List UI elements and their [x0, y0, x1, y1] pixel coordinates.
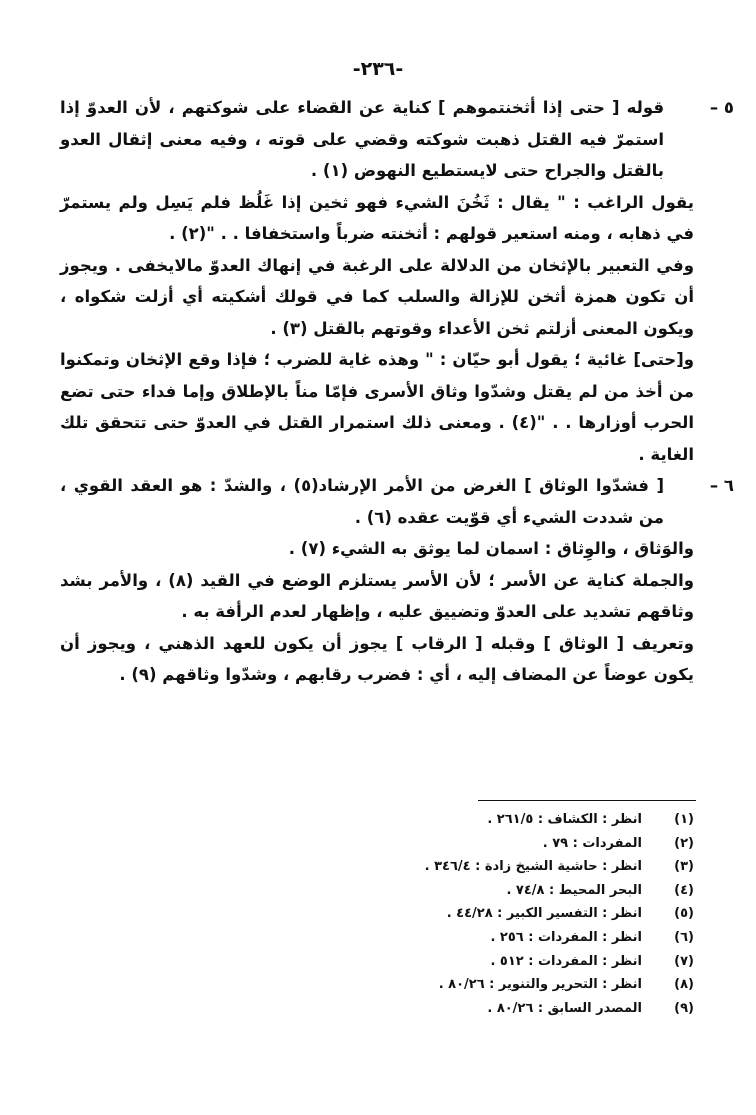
footnote-number: (٥) — [674, 906, 694, 922]
paragraph-asr: والجملة كناية عن الأسر ؛ لأن الأسر يستلزم الوضع في القيد (٨) ، والأمر بشد وثاقهم تشديد على العدوّ وتضييق عليه ، وإظهار لعدم الرأفة به . — [60, 570, 694, 621]
footnote — [94, 997, 694, 1021]
footnote-separator — [478, 800, 696, 801]
page-number: -٢٣٦- — [352, 58, 404, 80]
footnote — [94, 855, 694, 879]
paragraph-raghib-quote: يقول الراغب : " يقال : ثَخُنَ الشيء فهو ثخين إذا غَلُظ فلم يَسِل ولم يستمرّ في ذهابه ، ومنه استعير قولهم : أثخنته ضرباً واستخفافا . . "(٢) . — [60, 192, 694, 243]
footnote-text: انظر : التفسير الكبير : ٤٤/٢٨ . — [446, 906, 642, 922]
footnote-text: انظر : الكشاف : ٢٦١/٥ . — [487, 812, 642, 827]
footnote-text: انظر : المفردات : ٢٥٦ . — [490, 929, 642, 945]
footnote-number: (٣) — [674, 859, 694, 875]
footnote — [94, 902, 694, 926]
footnote — [94, 973, 694, 997]
footnote-number: (٦) — [674, 929, 694, 945]
footnote-text: المصدر السابق : ٨٠/٢٦ . — [487, 1000, 642, 1016]
paragraph-ithkhan: وفي التعبير بالإثخان من الدلالة على الرغبة في إنهاك العدوّ مالايخفى . ويجوز أن تكون همزة أثخن للإزالة والسلب كما في قولك أشكيته أي أزلت شكواه ، ويكون المعنى أزلتم ثخن الأعداء وقوتهم بالقتل (٣) . — [60, 255, 694, 338]
item-5-paragraph: قوله [ حتى إذا أثخنتموهم ] كناية عن القضاء على شوكتهم ، لأن العدوّ إذا استمرّ فيه القتل ذهبت شوكته وقضي على قوته ، وفيه معنى إثقال العدو بالقتل والجراح حتى لايستطيع النهوض (١) . — [60, 98, 664, 180]
paragraph-wathaq: والوَثاق ، والوِثاق : اسمان لما يوثق به الشيء (٧) . — [288, 539, 694, 558]
paragraph-hatta: و[حتى] غائية ؛ يقول أبو حيّان : " وهذه غاية للضرب ؛ فإذا وقع الإثخان وتمكنوا من أخذ من لم يقتل وشدّوا وثاق الأسرى فإمّا مناً بالإطلاق وإما فداء حتى تضع الحرب أوزارها . . "(٤) . ومعنى ذلك استمرار القتل في العدوّ حتى تتحقق تلك الغاية . — [60, 350, 694, 464]
main-text — [60, 92, 734, 691]
paragraph-tarif: وتعريف [ الوثاق ] وقبله [ الرقاب ] يجوز أن يكون للعهد الذهني ، ويجوز أن يكون عوضاً عن المضاف إليه ، أي : فضرب رقابهم ، وشدّوا وثاقهم (٩) . — [60, 633, 694, 684]
footnote-text: انظر : حاشية الشيخ زادة : ٣٤٦/٤ . — [424, 859, 642, 875]
footnote-text: البحر المحيط : ٧٤/٨ . — [506, 882, 642, 898]
footnote-number: (٩) — [674, 1000, 694, 1016]
footnote — [94, 950, 694, 974]
footnotes — [94, 808, 694, 1020]
footnote-number: (٢) — [674, 835, 694, 851]
footnote-text: انظر : التحرير والتنوير : ٨٠/٢٦ . — [438, 977, 642, 993]
footnote — [94, 926, 694, 950]
footnote-number: (١) — [674, 812, 694, 827]
footnote-text: انظر : المفردات : ٥١٢ . — [490, 953, 642, 969]
footnote-text: المفردات : ٧٩ . — [542, 835, 642, 851]
footnote-number: (٤) — [674, 882, 694, 898]
item-6-number: ٦ – — [709, 476, 734, 495]
item-5 — [60, 92, 734, 187]
footnote-number: (٧) — [674, 953, 694, 969]
footnote — [94, 808, 694, 832]
footnote — [94, 832, 694, 856]
item-6 — [60, 470, 734, 533]
footnote — [94, 879, 694, 903]
footnote-number: (٨) — [674, 977, 694, 993]
item-5-number: ٥ – — [709, 98, 734, 117]
item-6-paragraph: [ فشدّوا الوثاق ] الغرض من الأمر الإرشاد(٥) ، والشدّ : هو العقد القوي ، من شددت الشيء أي قوّيت عقده (٦) . — [60, 476, 664, 527]
